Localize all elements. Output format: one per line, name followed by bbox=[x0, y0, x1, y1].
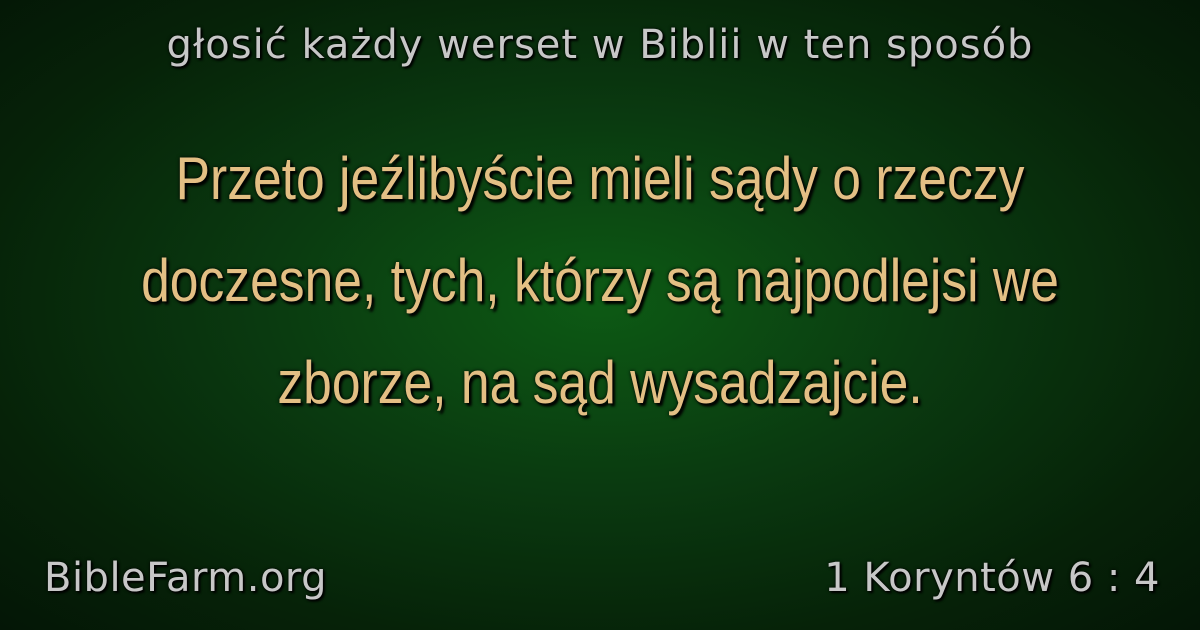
verse-text: Przeto jeźlibyście mieli sądy o rzeczy doczesne, tych, którzy są najpodlejsi we zborze, na sąd wysadzajcie. bbox=[141, 145, 1059, 416]
verse-reference: 1 Koryntów 6 : 4 bbox=[824, 555, 1160, 601]
tagline: głosić każdy werset w Biblii w ten sposób bbox=[166, 22, 1034, 68]
site-name: BibleFarm.org bbox=[44, 555, 328, 601]
